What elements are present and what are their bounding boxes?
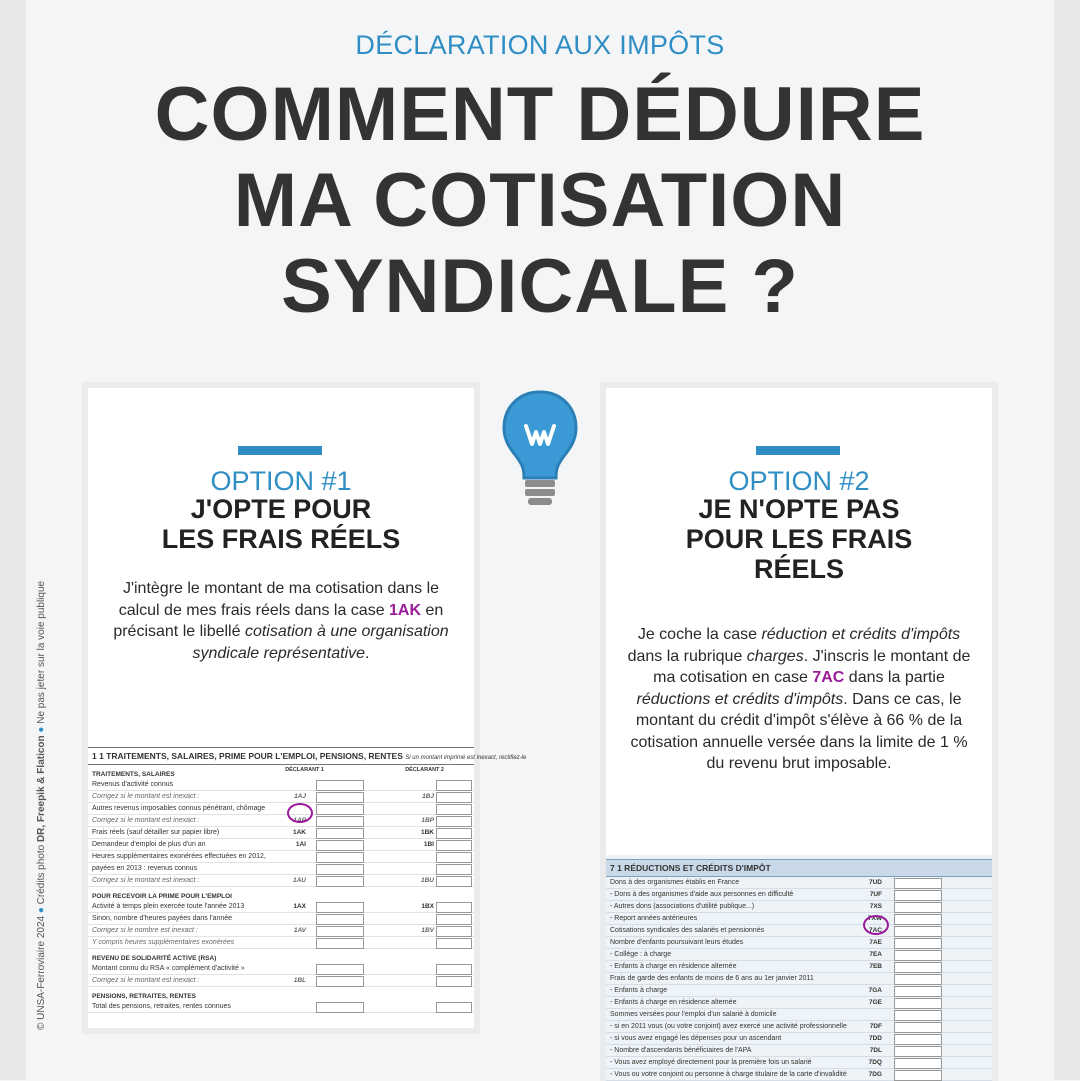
text-part: J'intègre le montant de ma cotisation dans le calcul de mes frais réels dans la case xyxy=(118,580,440,619)
form-input-box xyxy=(316,828,364,839)
form-input-box xyxy=(316,792,364,803)
form-box-code: 7GA xyxy=(868,987,882,994)
tax-form-excerpt-1 xyxy=(88,743,527,1028)
credit-sources: DR, Freepik & Flaticon xyxy=(36,735,47,843)
form-row xyxy=(88,851,474,863)
form-input-box xyxy=(894,1022,942,1033)
form-input-box xyxy=(436,828,472,839)
form-subheading: REVENU DE SOLIDARITÉ ACTIVE (RSA) xyxy=(92,955,217,962)
form-row-label: Heures supplémentaires exonérées effectuées en 2012, xyxy=(92,853,266,860)
text-part: . xyxy=(365,644,370,662)
form-box-code: 1BV xyxy=(421,927,434,934)
form-row xyxy=(606,973,992,985)
form-row-label: Frais réels (sauf détailler sur papier libre) xyxy=(92,829,220,836)
form-row xyxy=(88,925,474,937)
highlight-circle xyxy=(863,915,889,935)
separator-dot: ● xyxy=(36,904,47,914)
form-input-box xyxy=(316,816,364,827)
form-row xyxy=(606,1045,992,1057)
form-box-code: 1AI xyxy=(295,841,306,848)
form-row-label: - Vous ou votre conjoint ou personne à charge titulaire de la carte d'invalidité xyxy=(610,1071,847,1078)
form-row-label: - Autres dons (associations d'utilité publique...) xyxy=(610,903,755,910)
form-box-code: 1AP xyxy=(293,817,306,824)
form-box-code: 7GE xyxy=(868,999,882,1006)
form-input-box xyxy=(436,902,472,913)
option-2-card xyxy=(606,388,992,1080)
form-row-label: Dons à des organismes établis en France xyxy=(610,879,740,886)
form-input-box xyxy=(436,964,472,975)
form-row-label: Y compris heures supplémentaires exonérées xyxy=(92,939,235,946)
form-row-label: Corrigez si le montant est inexact : xyxy=(92,817,200,824)
accent-bar xyxy=(238,446,322,455)
form-row-label: - Dons à des organismes d'aide aux personnes en difficulté xyxy=(610,891,794,898)
form-subheading: TRAITEMENTS, SALAIRES DÉCLARANT 1 DÉCLARANT 2 xyxy=(92,767,444,778)
form-row xyxy=(88,901,474,913)
form-row xyxy=(88,839,474,851)
form-row xyxy=(88,815,474,827)
form-input-box xyxy=(894,914,942,925)
form-row xyxy=(88,827,474,839)
option-heading xyxy=(88,494,474,554)
form-row-label: Autres revenus imposables connus pénétrant, chômage xyxy=(92,805,266,812)
form-input-box xyxy=(316,840,364,851)
lightbulb-icon xyxy=(498,386,582,514)
form-input-box xyxy=(436,792,472,803)
title-line: COMMENT DÉDUIRE xyxy=(154,72,926,157)
form-row xyxy=(606,961,992,973)
form-input-box xyxy=(316,1002,364,1013)
option-description xyxy=(108,578,454,664)
form-input-box xyxy=(316,902,364,913)
form-row xyxy=(606,889,992,901)
form-input-box xyxy=(316,926,364,937)
form-row-label: - Enfants à charge en résidence alternée xyxy=(610,963,737,970)
form-box-code: 7UD xyxy=(868,879,882,886)
form-row xyxy=(606,925,992,937)
form-input-box xyxy=(316,914,364,925)
form-row-label: - Enfants à charge xyxy=(610,987,668,994)
form-input-box xyxy=(436,804,472,815)
form-box-code: 7UF xyxy=(869,891,882,898)
form-rows xyxy=(606,877,992,1081)
form-row xyxy=(88,1001,474,1013)
form-box-code: 1BP xyxy=(421,817,434,824)
form-row-label: Total des pensions, retraites, rentes connues xyxy=(92,1003,231,1010)
form-input-box xyxy=(894,1046,942,1057)
form-row xyxy=(88,975,474,987)
form-input-box xyxy=(436,852,472,863)
form-input-box xyxy=(894,878,942,889)
form-box-code: 1AJ xyxy=(294,793,306,800)
form-input-box xyxy=(316,780,364,791)
box-code: 1AK xyxy=(389,601,422,619)
form-box-code: 7XW xyxy=(867,915,882,922)
form-row xyxy=(606,1021,992,1033)
option-label: OPTION #1 xyxy=(210,466,352,496)
form-input-box xyxy=(436,938,472,949)
tax-form-excerpt-2 xyxy=(606,855,992,1080)
text-part: . Dans ce cas, le montant du crédit d'impôt s'élève à 66 % de la cotisation annuelle versée dans la limite de 1 % du revenu brut imposable. xyxy=(630,690,968,772)
form-input-box xyxy=(316,876,364,887)
photo-credit xyxy=(36,550,50,1030)
form-row-label: Corrigez si le montant est inexact : xyxy=(92,977,200,984)
form-box-code: 7DD xyxy=(868,1035,882,1042)
form-box-code: 1AX xyxy=(293,903,306,910)
highlight-circle xyxy=(287,803,313,823)
form-row-label: Demandeur d'emploi de plus d'un an xyxy=(92,841,206,848)
form-input-box xyxy=(436,926,472,937)
form-input-box xyxy=(436,816,472,827)
form-input-box xyxy=(894,1034,942,1045)
form-input-box xyxy=(894,962,942,973)
form-box-code: 7AE xyxy=(869,939,882,946)
form-row xyxy=(88,803,474,815)
form-box-code: 1BI xyxy=(423,841,434,848)
form-box-code: 1AK xyxy=(292,829,306,836)
column-header: DÉCLARANT 2 xyxy=(405,767,444,773)
form-input-box xyxy=(436,876,472,887)
form-row-label: Cotisations syndicales des salariés et pensionnés xyxy=(610,927,765,934)
form-input-box xyxy=(316,964,364,975)
form-row xyxy=(606,937,992,949)
form-row xyxy=(606,901,992,913)
heading-line: J'OPTE POUR xyxy=(190,494,372,524)
form-row-label: Revenus d'activité connus xyxy=(92,781,174,788)
form-rows xyxy=(88,901,474,949)
form-section-heading: 7 1 RÉDUCTIONS ET CRÉDITS D'IMPÔT xyxy=(606,859,992,877)
form-row xyxy=(88,863,474,875)
form-row xyxy=(606,997,992,1009)
form-row-label: - Report années antérieures xyxy=(610,915,698,922)
form-input-box xyxy=(436,864,472,875)
heading-line: RÉELS xyxy=(753,554,845,584)
form-input-box xyxy=(316,864,364,875)
text-part: charges xyxy=(746,647,804,665)
form-row xyxy=(606,913,992,925)
form-row-label: Corrigez si le montant est inexact : xyxy=(92,793,200,800)
form-row-label: Sommes versées pour l'emploi d'un salarié à domicile xyxy=(610,1011,777,1018)
form-row-label: Montant connu du RSA « complément d'activité » xyxy=(92,965,245,972)
form-rows xyxy=(88,779,474,887)
form-input-box xyxy=(436,914,472,925)
form-box-code: 1BX xyxy=(421,903,434,910)
form-input-box xyxy=(894,1070,942,1081)
option-label: OPTION #2 xyxy=(728,466,870,496)
form-input-box xyxy=(894,974,942,985)
form-subheading: PENSIONS, RETRAITES, RENTES xyxy=(92,993,197,1000)
form-section-heading: 1 1 TRAITEMENTS, SALAIRES, PRIME POUR L'EMPLOI, PENSIONS, RENTES Si un montant imprimé est inexact, rectifiez-le xyxy=(88,747,474,765)
form-box-code: 7AC xyxy=(868,927,882,934)
heading-line: LES FRAIS RÉELS xyxy=(161,524,401,554)
form-input-box xyxy=(436,780,472,791)
option-1-card xyxy=(88,388,527,1028)
form-input-box xyxy=(436,840,472,851)
title-line: MA COTISATION xyxy=(233,158,847,243)
text-part: . J'inscris le montant de ma cotisation en case xyxy=(653,647,971,686)
form-row xyxy=(88,791,474,803)
form-row-label: Corrigez si le nombre est inexact : xyxy=(92,927,198,934)
form-row-label: payées en 2013 : revenus connus xyxy=(92,865,198,872)
form-box-code: 7EB xyxy=(869,963,882,970)
form-row xyxy=(606,877,992,889)
form-input-box xyxy=(894,950,942,961)
column-header: DÉCLARANT 1 xyxy=(285,767,324,773)
form-row-label: - si vous avez engagé les dépenses pour un ascendant xyxy=(610,1035,782,1042)
form-box-code: 1BU xyxy=(420,877,434,884)
form-input-box xyxy=(316,938,364,949)
form-row-label: Nombre d'enfants poursuivant leurs études xyxy=(610,939,744,946)
form-row-label: Corrigez si le montant est inexact : xyxy=(92,877,200,884)
form-box-code: 7XS xyxy=(869,903,882,910)
form-input-box xyxy=(894,926,942,937)
credit-label: Crédits photo xyxy=(36,844,47,905)
form-row-label: - Nombre d'ascendants bénéficiaires de l'APA xyxy=(610,1047,752,1054)
form-box-code: 1BK xyxy=(420,829,434,836)
separator-dot: ● xyxy=(36,723,47,733)
form-row-label: - Vous avez employé directement pour la première fois un salarié xyxy=(610,1059,812,1066)
form-input-box xyxy=(894,998,942,1009)
form-input-box xyxy=(894,890,942,901)
text-part: réduction et crédits d'impôts xyxy=(761,626,961,643)
form-box-code: 1BL xyxy=(293,977,306,984)
form-box-code: 7EA xyxy=(869,951,882,958)
accent-bar xyxy=(756,446,840,455)
form-box-code: 7DG xyxy=(868,1071,882,1078)
form-row xyxy=(606,1057,992,1069)
form-rows xyxy=(88,1001,474,1013)
form-box-code: 1AU xyxy=(292,877,306,884)
form-box-code: 1BJ xyxy=(422,793,434,800)
form-row-label: Sinon, nombre d'heures payées dans l'année xyxy=(92,915,233,922)
form-input-box xyxy=(894,1058,942,1069)
form-row xyxy=(606,1069,992,1081)
form-row xyxy=(606,1033,992,1045)
form-input-box xyxy=(436,1002,472,1013)
form-row xyxy=(88,875,474,887)
credit-copyright: © UNSA-Ferroviaire 2024 xyxy=(36,915,47,1030)
form-row xyxy=(88,913,474,925)
text-part: dans la partie xyxy=(844,669,945,686)
form-input-box xyxy=(436,976,472,987)
form-input-box xyxy=(894,902,942,913)
form-row xyxy=(88,779,474,791)
form-row xyxy=(606,949,992,961)
form-input-box xyxy=(316,976,364,987)
option-heading xyxy=(606,494,992,584)
form-row-label: Frais de garde des enfants de moins de 6 ans au 1er janvier 2011 xyxy=(610,975,814,982)
form-row-label: - Enfants à charge en résidence alternée xyxy=(610,999,737,1006)
page-title xyxy=(0,72,1080,330)
form-box-code: 7DF xyxy=(869,1023,882,1030)
title-line: SYNDICALE ? xyxy=(281,244,799,329)
text-part: réductions et crédits d'impôts xyxy=(636,690,844,708)
form-subheading: POUR RECEVOIR LA PRIME POUR L'EMPLOI xyxy=(92,893,232,900)
heading-line: POUR LES FRAIS xyxy=(685,524,913,554)
form-input-box xyxy=(894,1010,942,1021)
heading-line: JE N'OPTE PAS xyxy=(698,494,900,524)
form-box-code: 7DL xyxy=(869,1047,882,1054)
form-box-code: 1AV xyxy=(293,927,306,934)
form-row-label: - si en 2011 vous (ou votre conjoint) avez exercé une activité professionnelle xyxy=(610,1023,847,1030)
form-row xyxy=(88,937,474,949)
form-input-box xyxy=(894,986,942,997)
kicker: DÉCLARATION AUX IMPÔTS xyxy=(355,30,725,60)
form-input-box xyxy=(316,804,364,815)
form-row xyxy=(606,985,992,997)
box-code: 7AC xyxy=(812,669,845,686)
form-input-box xyxy=(316,852,364,863)
credit-notice: Ne pas jeter sur la voie publique xyxy=(36,580,47,724)
option-description xyxy=(626,624,972,775)
text-part: dans la rubrique xyxy=(627,647,747,665)
form-input-box xyxy=(894,938,942,949)
form-row-label: Activité à temps plein exercée toute l'année 2013 xyxy=(92,903,245,910)
form-row xyxy=(88,963,474,975)
text-part: cotisation à une organisation syndicale représentative xyxy=(192,623,449,662)
form-box-code: 7DQ xyxy=(868,1059,882,1066)
form-row-label: - Collège : à charge xyxy=(610,951,672,958)
form-rows xyxy=(88,963,474,987)
text-part: en précisant le libellé xyxy=(113,601,444,640)
text-part: Je coche la case xyxy=(637,626,762,643)
form-row xyxy=(606,1009,992,1021)
